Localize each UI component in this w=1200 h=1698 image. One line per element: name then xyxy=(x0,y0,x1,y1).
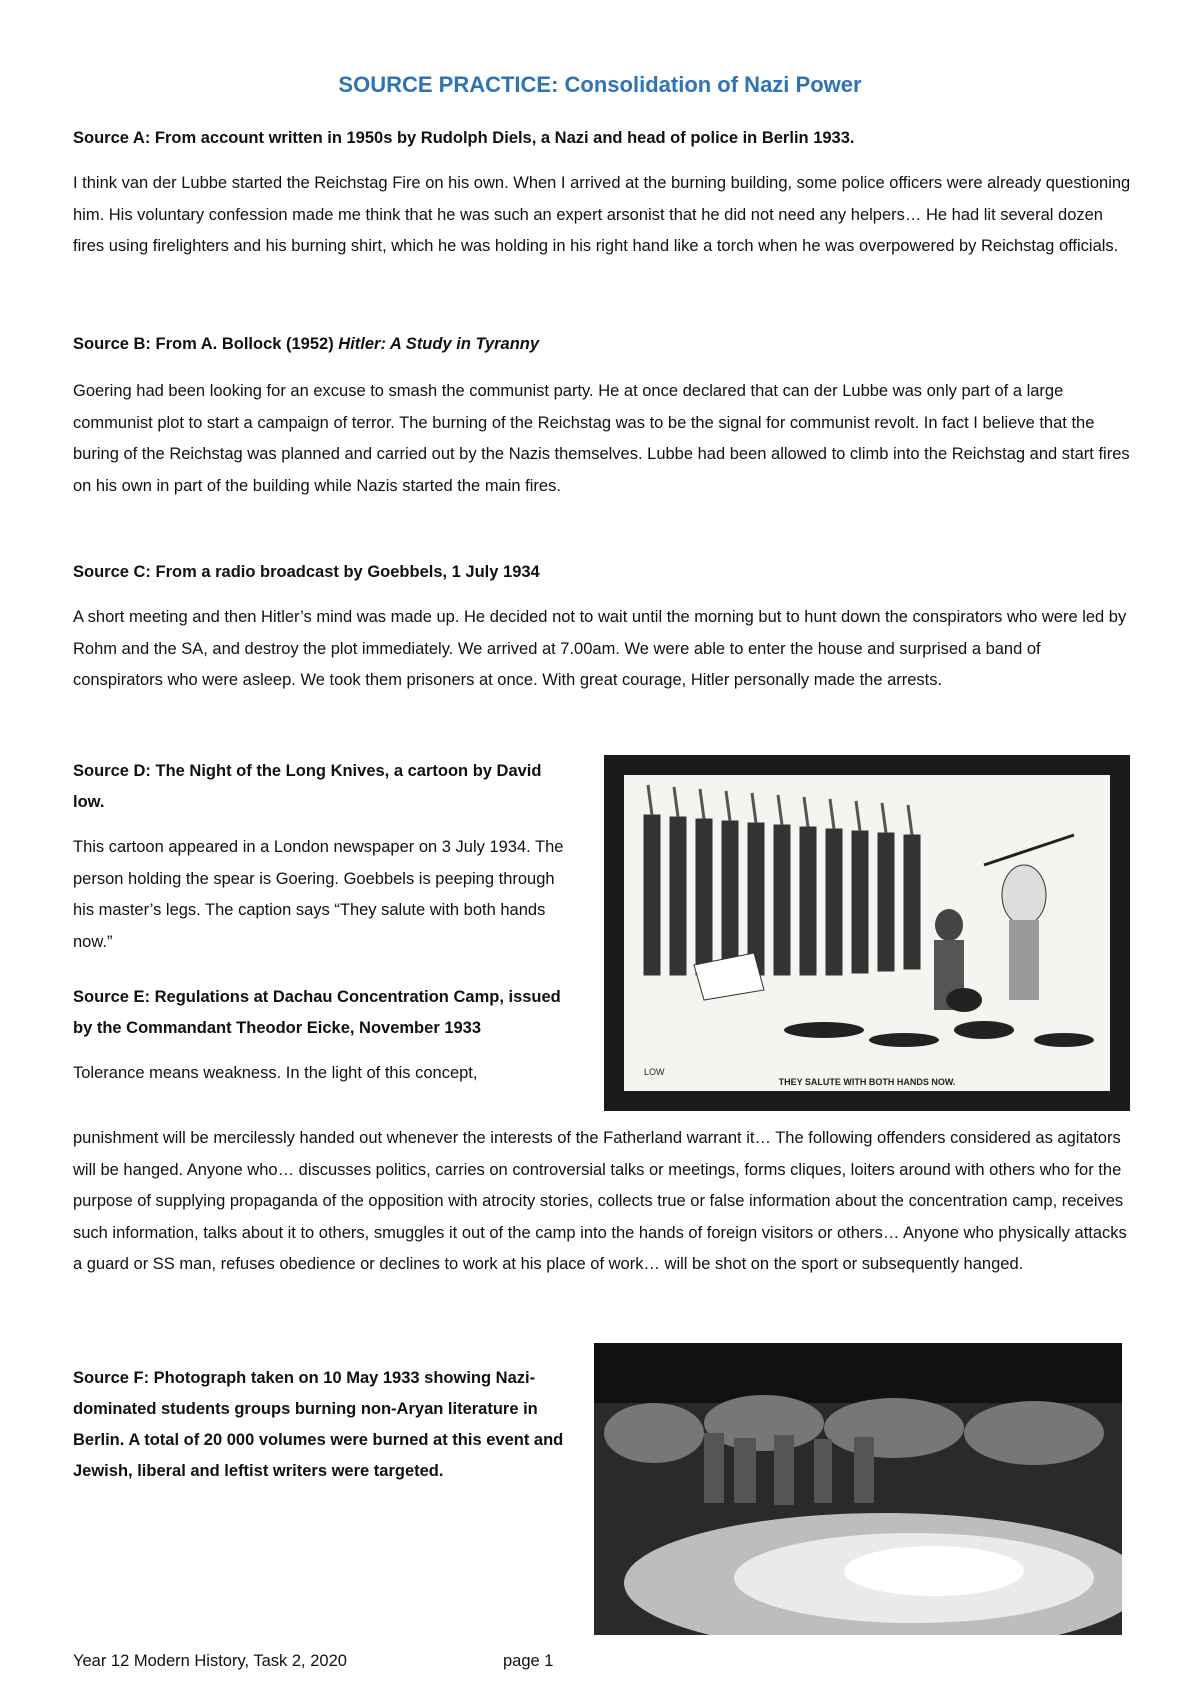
cartoon-signature: LOW xyxy=(644,1067,665,1077)
footer-course: Year 12 Modern History, Task 2, 2020 xyxy=(73,1652,347,1670)
page-title: SOURCE PRACTICE: Consolidation of Nazi Power xyxy=(338,72,862,97)
source-b-book-title: Hitler: A Study in Tyranny xyxy=(338,335,540,353)
source-d-text: This cartoon appeared in a London newspaper on 3 July 1934. The person holding the spear is Goering. Goebbels is peeping through his master’s legs. The caption says “They salute with both hands now.” xyxy=(73,838,564,951)
source-b-text: Goering had been looking for an excuse to smash the communist party. He at once declared that can der Lubbe was only part of a large communist plot to start a campaign of terror. The burning of the Reichstag was to be the signal for communist revolt. In fact I believe that the buring of the Reichstag was planned and carried out by the Nazis themselves. Lubbe had been allowed to climb into the Reichstag and start fires on his own in part of the building while Nazis started the main fires. xyxy=(73,382,1130,495)
source-d xyxy=(73,756,573,958)
footer-page-number: page 1 xyxy=(503,1652,554,1670)
source-a xyxy=(73,123,1133,263)
source-e-heading: Source E: Regulations at Dachau Concentration Camp, issued by the Commandant Theodor Eicke, November 1933 xyxy=(73,988,561,1037)
book-burning-photograph xyxy=(594,1343,1122,1635)
source-b-heading xyxy=(73,329,1133,360)
source-f xyxy=(73,1363,583,1487)
cartoon-caption: THEY SALUTE WITH BOTH HANDS NOW. xyxy=(778,1077,956,1087)
source-e-text-start: Tolerance means weakness. In the light of this concept, xyxy=(73,1064,478,1082)
source-b-heading-prefix: Source B: From A. Bollock (1952) xyxy=(73,335,339,353)
source-e-text-rest: punishment will be mercilessly handed out whenever the interests of the Fatherland warrant it… The following offenders considered as agitators will be hanged. Anyone who… discusses politics, carries on controversial talks or meetings, forms cliques, loiters around with others who for the purpose of supplying propaganda of the opposition with atrocity stories, collects true or false information about the concentration camp, receives such information, talks about it to others, smuggles it out of the camp into the hands of foreign visitors or others… Anyone who physically attacks a guard or SS man, refuses obedience or declines to work at his place of work… will be shot on the sport or subsequently hanged. xyxy=(73,1129,1127,1273)
source-c-heading: Source C: From a radio broadcast by Goebbels, 1 July 1934 xyxy=(73,563,540,581)
source-e xyxy=(73,982,573,1090)
source-e-continued xyxy=(73,1123,1133,1281)
source-b xyxy=(73,329,1133,502)
cartoon-image xyxy=(604,755,1130,1111)
source-a-heading: Source A: From account written in 1950s by Rudolph Diels, a Nazi and head of police in Berlin 1933. xyxy=(73,129,855,147)
source-d-heading: Source D: The Night of the Long Knives, a cartoon by David low. xyxy=(73,762,542,811)
source-c xyxy=(73,557,1133,697)
source-a-text: I think van der Lubbe started the Reichstag Fire on his own. When I arrived at the burning building, some police officers were already questioning him. His voluntary confession made me think that he was such an expert arsonist that he did not need any helpers… He had lit several dozen fires using firelighters and his burning shirt, which he was holding in his right hand like a torch when he was overpowered by Reichstag officials. xyxy=(73,174,1131,255)
source-f-heading: Source F: Photograph taken on 10 May 1933 showing Nazi-dominated students groups burning non-Aryan literature in Berlin. A total of 20 000 volumes were burned at this event and Jewish, liberal and leftist writers were targeted. xyxy=(73,1369,564,1480)
source-c-text: A short meeting and then Hitler’s mind was made up. He decided not to wait until the morning but to hunt down the conspirators who were led by Rohm and the SA, and destroy the plot immediately. We arrived at 7.00am. We were able to enter the house and surprised a band of conspirators who were asleep. We took them prisoners at once. With great courage, Hitler personally made the arrests. xyxy=(73,608,1127,689)
